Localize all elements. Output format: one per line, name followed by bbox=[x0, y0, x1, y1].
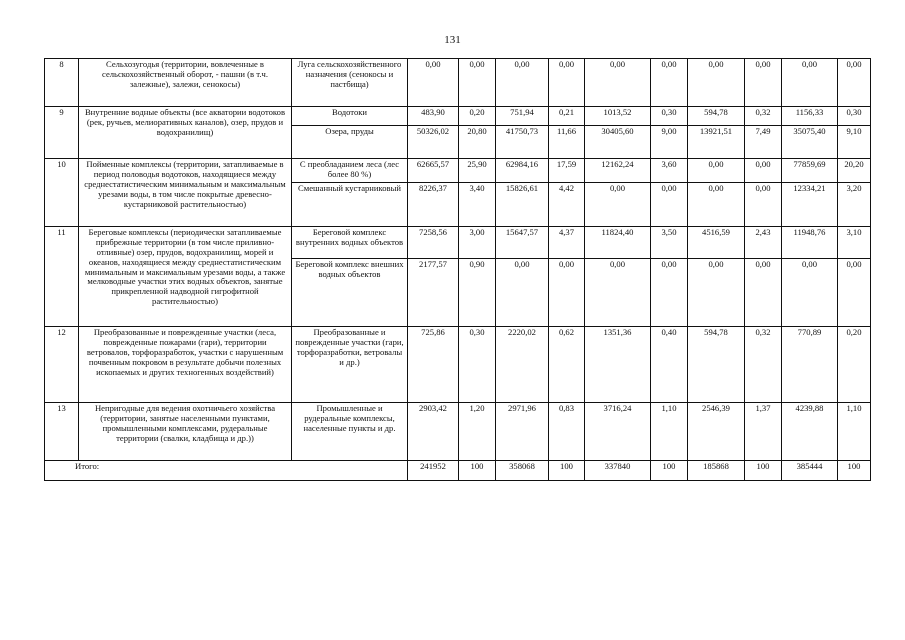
area-value: 0,00 bbox=[585, 259, 651, 327]
page-number: 131 bbox=[444, 34, 461, 46]
area-value: 770,89 bbox=[782, 327, 838, 403]
percent-value: 3,00 bbox=[459, 227, 496, 259]
total-percent-value: 100 bbox=[549, 461, 585, 481]
area-value: 3716,24 bbox=[585, 403, 651, 461]
area-value: 15826,61 bbox=[496, 183, 549, 227]
percent-value: 0,62 bbox=[549, 327, 585, 403]
percent-value: 25,90 bbox=[459, 159, 496, 183]
percent-value: 0,00 bbox=[549, 259, 585, 327]
percent-value: 2,43 bbox=[745, 227, 782, 259]
area-value: 35075,40 bbox=[782, 126, 838, 159]
percent-value: 1,10 bbox=[651, 403, 688, 461]
percent-value: 3,10 bbox=[838, 227, 871, 259]
category-description: Непригодные для ведения охотничьего хозяйства (территории, занятые населенными пунктами, промышленными комплексами, рудеральные территории (свалки, кладбища и др.)) bbox=[79, 403, 292, 461]
table-body bbox=[45, 59, 871, 481]
row-number: 13 bbox=[45, 403, 79, 461]
habitat-type: С преобладанием леса (лес более 80 %) bbox=[292, 159, 408, 183]
percent-value: 17,59 bbox=[549, 159, 585, 183]
percent-value: 3,40 bbox=[459, 183, 496, 227]
percent-value: 3,20 bbox=[838, 183, 871, 227]
land-categories-table bbox=[44, 58, 871, 481]
area-value: 0,00 bbox=[585, 183, 651, 227]
area-value: 1351,36 bbox=[585, 327, 651, 403]
percent-value: 0,30 bbox=[838, 107, 871, 126]
area-value: 4239,88 bbox=[782, 403, 838, 461]
percent-value: 1,37 bbox=[745, 403, 782, 461]
area-value: 7258,56 bbox=[408, 227, 459, 259]
row-number: 8 bbox=[45, 59, 79, 107]
percent-value: 9,10 bbox=[838, 126, 871, 159]
percent-value: 0,40 bbox=[651, 327, 688, 403]
total-area-value: 385444 bbox=[782, 461, 838, 481]
habitat-type: Озера, пруды bbox=[292, 126, 408, 159]
percent-value: 0,00 bbox=[459, 59, 496, 107]
percent-value: 0,00 bbox=[745, 59, 782, 107]
area-value: 11948,76 bbox=[782, 227, 838, 259]
percent-value: 20,80 bbox=[459, 126, 496, 159]
area-value: 2546,39 bbox=[688, 403, 745, 461]
area-value: 594,78 bbox=[688, 327, 745, 403]
category-description: Сельхозугодья (территории, вовлеченные в сельскохозяйственный оборот, - пашни (в т.ч. залежные), залежи, сенокосы) bbox=[79, 59, 292, 107]
area-value: 11824,40 bbox=[585, 227, 651, 259]
percent-value: 1,20 bbox=[459, 403, 496, 461]
area-value: 13921,51 bbox=[688, 126, 745, 159]
area-value: 2903,42 bbox=[408, 403, 459, 461]
category-description: Пойменные комплексы (территории, затапливаемые в период половодья водотоков, находящиеся между среднестатистическим минимальным и максимальным урезами воды, в том числе покрытые древесно-кустарниковой растительностью) bbox=[79, 159, 292, 227]
area-value: 0,00 bbox=[496, 259, 549, 327]
percent-value: 0,20 bbox=[459, 107, 496, 126]
area-value: 50326,02 bbox=[408, 126, 459, 159]
habitat-type: Береговой комплекс внешних водных объектов bbox=[292, 259, 408, 327]
percent-value: 20,20 bbox=[838, 159, 871, 183]
percent-value: 0,00 bbox=[651, 59, 688, 107]
percent-value: 3,50 bbox=[651, 227, 688, 259]
table-row bbox=[45, 159, 871, 183]
area-value: 0,00 bbox=[782, 259, 838, 327]
area-value: 62984,16 bbox=[496, 159, 549, 183]
row-number: 11 bbox=[45, 227, 79, 327]
habitat-type: Береговой комплекс внутренних водных объектов bbox=[292, 227, 408, 259]
category-description: Внутренние водные объекты (все акватории водотоков (рек, ручьев, мелиоративных каналов), озер, прудов и водохранилищ) bbox=[79, 107, 292, 159]
category-description: Преобразованные и поврежденные участки (леса, поврежденные пожарами (гари), территории ветровалов, торфоразработок, участки с нарушенным почвенным покровом в результате добычи полезных ископаемых и других техногенных воздействий) bbox=[79, 327, 292, 403]
total-percent-value: 100 bbox=[459, 461, 496, 481]
habitat-type: Преобразованные и поврежденные участки (гари, торфоразработки, ветровалы и др.) bbox=[292, 327, 408, 403]
percent-value: 0,21 bbox=[549, 107, 585, 126]
total-area-value: 241952 bbox=[408, 461, 459, 481]
area-value: 0,00 bbox=[782, 59, 838, 107]
percent-value: 0,00 bbox=[651, 183, 688, 227]
area-value: 1156,33 bbox=[782, 107, 838, 126]
percent-value: 3,60 bbox=[651, 159, 688, 183]
percent-value: 0,30 bbox=[651, 107, 688, 126]
percent-value: 0,00 bbox=[745, 183, 782, 227]
habitat-type: Водотоки bbox=[292, 107, 408, 126]
total-area-value: 358068 bbox=[496, 461, 549, 481]
table-row bbox=[45, 107, 871, 126]
total-row bbox=[45, 461, 871, 481]
area-value: 594,78 bbox=[688, 107, 745, 126]
area-value: 12334,21 bbox=[782, 183, 838, 227]
total-percent-value: 100 bbox=[745, 461, 782, 481]
percent-value: 4,37 bbox=[549, 227, 585, 259]
area-value: 15647,57 bbox=[496, 227, 549, 259]
area-value: 0,00 bbox=[688, 183, 745, 227]
habitat-type: Луга сельскохозяйственного назначения (сенокосы и пастбища) bbox=[292, 59, 408, 107]
total-label: Итого: bbox=[45, 461, 408, 481]
percent-value: 0,00 bbox=[651, 259, 688, 327]
category-description: Береговые комплексы (периодически затапливаемые прибрежные территории (в том числе приливно-отливные) озер, прудов, водохранилищ, морей и океанов, находящиеся между среднестатистическим минимальным и максимальным урезами воды, а также мелководные участки этих водных объектов, занятые прикрепленной надводной гигрофитной растительностью) bbox=[79, 227, 292, 327]
percent-value: 0,90 bbox=[459, 259, 496, 327]
table-row bbox=[45, 227, 871, 259]
area-value: 725,86 bbox=[408, 327, 459, 403]
percent-value: 0,32 bbox=[745, 327, 782, 403]
percent-value: 7,49 bbox=[745, 126, 782, 159]
total-area-value: 337840 bbox=[585, 461, 651, 481]
area-value: 41750,73 bbox=[496, 126, 549, 159]
percent-value: 9,00 bbox=[651, 126, 688, 159]
percent-value: 0,00 bbox=[745, 259, 782, 327]
percent-value: 11,66 bbox=[549, 126, 585, 159]
area-value: 0,00 bbox=[408, 59, 459, 107]
habitat-type: Промышленные и рудеральные комплексы, населенные пункты и др. bbox=[292, 403, 408, 461]
area-value: 0,00 bbox=[585, 59, 651, 107]
area-value: 0,00 bbox=[496, 59, 549, 107]
table-row bbox=[45, 59, 871, 107]
area-value: 1013,52 bbox=[585, 107, 651, 126]
area-value: 77859,69 bbox=[782, 159, 838, 183]
total-percent-value: 100 bbox=[651, 461, 688, 481]
percent-value: 0,00 bbox=[838, 59, 871, 107]
percent-value: 0,00 bbox=[745, 159, 782, 183]
area-value: 12162,24 bbox=[585, 159, 651, 183]
area-value: 483,90 bbox=[408, 107, 459, 126]
area-value: 2971,96 bbox=[496, 403, 549, 461]
percent-value: 4,42 bbox=[549, 183, 585, 227]
area-value: 0,00 bbox=[688, 259, 745, 327]
area-value: 8226,37 bbox=[408, 183, 459, 227]
percent-value: 0,00 bbox=[838, 259, 871, 327]
percent-value: 0,00 bbox=[549, 59, 585, 107]
percent-value: 0,20 bbox=[838, 327, 871, 403]
total-area-value: 185868 bbox=[688, 461, 745, 481]
table-row bbox=[45, 327, 871, 403]
area-value: 4516,59 bbox=[688, 227, 745, 259]
row-number: 10 bbox=[45, 159, 79, 227]
area-value: 2220,02 bbox=[496, 327, 549, 403]
percent-value: 0,30 bbox=[459, 327, 496, 403]
area-value: 0,00 bbox=[688, 59, 745, 107]
area-value: 751,94 bbox=[496, 107, 549, 126]
percent-value: 0,83 bbox=[549, 403, 585, 461]
table-row bbox=[45, 403, 871, 461]
percent-value: 0,32 bbox=[745, 107, 782, 126]
row-number: 12 bbox=[45, 327, 79, 403]
habitat-type: Смешанный кустарниковый bbox=[292, 183, 408, 227]
area-value: 0,00 bbox=[688, 159, 745, 183]
area-value: 62665,57 bbox=[408, 159, 459, 183]
row-number: 9 bbox=[45, 107, 79, 159]
total-percent-value: 100 bbox=[838, 461, 871, 481]
area-value: 30405,60 bbox=[585, 126, 651, 159]
percent-value: 1,10 bbox=[838, 403, 871, 461]
area-value: 2177,57 bbox=[408, 259, 459, 327]
